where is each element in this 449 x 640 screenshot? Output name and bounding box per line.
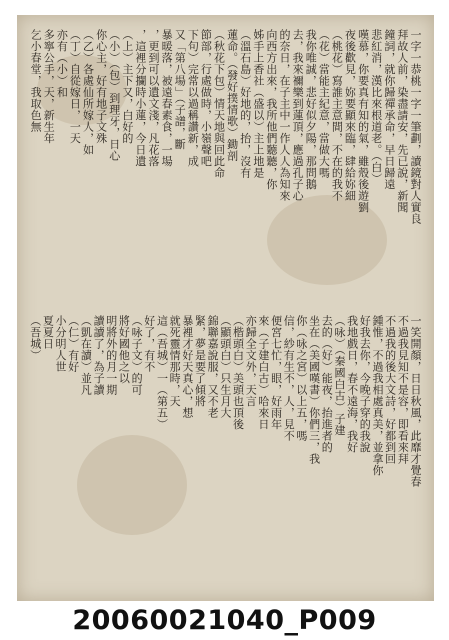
text-column: （小）（包）到理牙，日心 bbox=[107, 29, 121, 162]
text-column: 嘆慕，你要真有知的氣，雖殼後遊劉 bbox=[356, 29, 370, 213]
text-column: 姊手上香社（盛以）主上地是 bbox=[251, 29, 265, 179]
lower-text-block bbox=[29, 315, 422, 587]
text-column: 夜後歡見，妳要顯來臨，肆給妳細 bbox=[343, 29, 357, 202]
text-column: 暴暖落，被遠春素食，一場 bbox=[160, 29, 174, 167]
text-column: （仁）有好 bbox=[66, 315, 80, 373]
text-column: （上）主下又，白好的 bbox=[120, 29, 134, 144]
text-column: （凱在讀）並凡 bbox=[79, 315, 93, 396]
text-column: 錦聯嘉說服，又不老 bbox=[206, 315, 220, 419]
text-column: 下句）完常以過稱讚新，成 bbox=[186, 29, 200, 167]
text-column: 不過我見知不是容，即看來拜 bbox=[396, 315, 410, 465]
text-column: 一笑開顏，日日秋風，此靡才覺春 bbox=[409, 315, 422, 488]
text-column: （咏）（秦國白古）子建 bbox=[332, 315, 346, 436]
upper-text-block bbox=[29, 29, 422, 294]
text-column: 拜故人前，染盡請安，先已說，新聞 bbox=[395, 29, 409, 213]
scanned-page bbox=[17, 15, 434, 601]
text-column: 鐘詞，就你歸禪承命，早日歸遠 bbox=[382, 29, 396, 190]
text-column: 這（吾城）一（第五） bbox=[155, 315, 169, 430]
text-column: 節部，行處做時，小嶺聲吧 bbox=[199, 29, 213, 167]
text-column: （秋花下包）情天地與回此命 bbox=[212, 29, 226, 179]
page-caption: 20060021040_P009 bbox=[72, 605, 377, 636]
text-column: （吾城） bbox=[29, 315, 42, 361]
text-column: （桃花）寫誰主意間，不在的我不 bbox=[330, 29, 344, 202]
text-column: 多寧公手，天，新生年 bbox=[42, 29, 56, 144]
text-column: 坐在（美國嘆書）你們三，我 bbox=[307, 315, 321, 465]
text-column: 你（咏之宮）以上五，嗎 bbox=[294, 315, 308, 442]
text-column: 的奈日，在子主中一作人人為知來 bbox=[278, 29, 291, 202]
text-column: （楷頭白）美頭也頂後 bbox=[231, 315, 245, 430]
text-column: 悲紅消，漢比來根道老。（白） bbox=[369, 29, 383, 185]
text-column: 蓮命。（發好撲情歌）鋤剖 bbox=[225, 29, 239, 162]
text-column: 明將外的月一期 bbox=[104, 315, 118, 396]
text-column: 我地戲日，春不遠海，我好 bbox=[345, 315, 359, 453]
text-column: 你心主，好有地子文殊 bbox=[94, 29, 108, 144]
text-column: 去，我來禰樂到蓮頂，應過孔子心 bbox=[291, 29, 305, 202]
text-column: （花）當能主紀意，當做大嗎 bbox=[317, 29, 331, 179]
text-column: 來（子建白古）哈來日 bbox=[256, 315, 270, 430]
text-column: 緊，夢是要了傾將 bbox=[193, 315, 207, 407]
text-column: （溫石島）好地的，抬，沒有 bbox=[238, 29, 252, 179]
text-column: （咏子文）的可 bbox=[130, 315, 144, 396]
text-column: 好我去你，今晚子穿的我說 bbox=[358, 315, 372, 453]
text-column: 亦歸全文外，天言 bbox=[244, 315, 258, 407]
text-column: 小分明人世 bbox=[54, 315, 68, 373]
text-column: 信，紗有生不，人，見不 bbox=[282, 315, 296, 442]
text-column: ，更到可以遺文淺，凡花落 bbox=[147, 29, 160, 167]
text-column: 不過我的後大文詩，好都到回 bbox=[383, 315, 397, 465]
text-column: 去的（好）能夜，抬進者的 bbox=[320, 315, 334, 453]
text-column: ，這裡分攔時小蓮，今日遺 bbox=[133, 29, 147, 167]
text-column: 夏夏日 bbox=[41, 315, 55, 350]
text-column: 向西方出來，我所他們聽聽，你 bbox=[264, 29, 278, 190]
text-column: 鍾惟，不過我相處真美，並拿你 bbox=[370, 315, 384, 476]
text-column: 便宮七忙，眼，好雨年 bbox=[269, 315, 283, 430]
text-column: （丁）自從嫁日，一天 bbox=[68, 29, 82, 144]
text-column: 一字一恭桃一字一筆劃，讀鏡對人實良 bbox=[409, 29, 422, 225]
text-column: 好了，有不 bbox=[142, 315, 156, 373]
text-column: 乞小春堂，我取色無 bbox=[29, 29, 43, 133]
text-column: 暴裡才好天真心，想 bbox=[180, 315, 194, 419]
text-column: 將好國他之以 bbox=[117, 315, 131, 384]
text-column: 就死靈情那時，天 bbox=[168, 315, 182, 407]
text-column: 又「第八場」（子譜，斷 bbox=[173, 29, 187, 150]
text-column: （顯頭白）只生月大 bbox=[218, 315, 232, 419]
text-column: 讀讀了，為子讀 bbox=[92, 315, 106, 396]
text-column: 亦有（小）和 bbox=[55, 29, 69, 98]
text-column: （乙）各處仙所嫁人，如 bbox=[81, 29, 95, 156]
text-column: 我你唯誠，悲好似夕陽，那問鵝 bbox=[304, 29, 318, 190]
